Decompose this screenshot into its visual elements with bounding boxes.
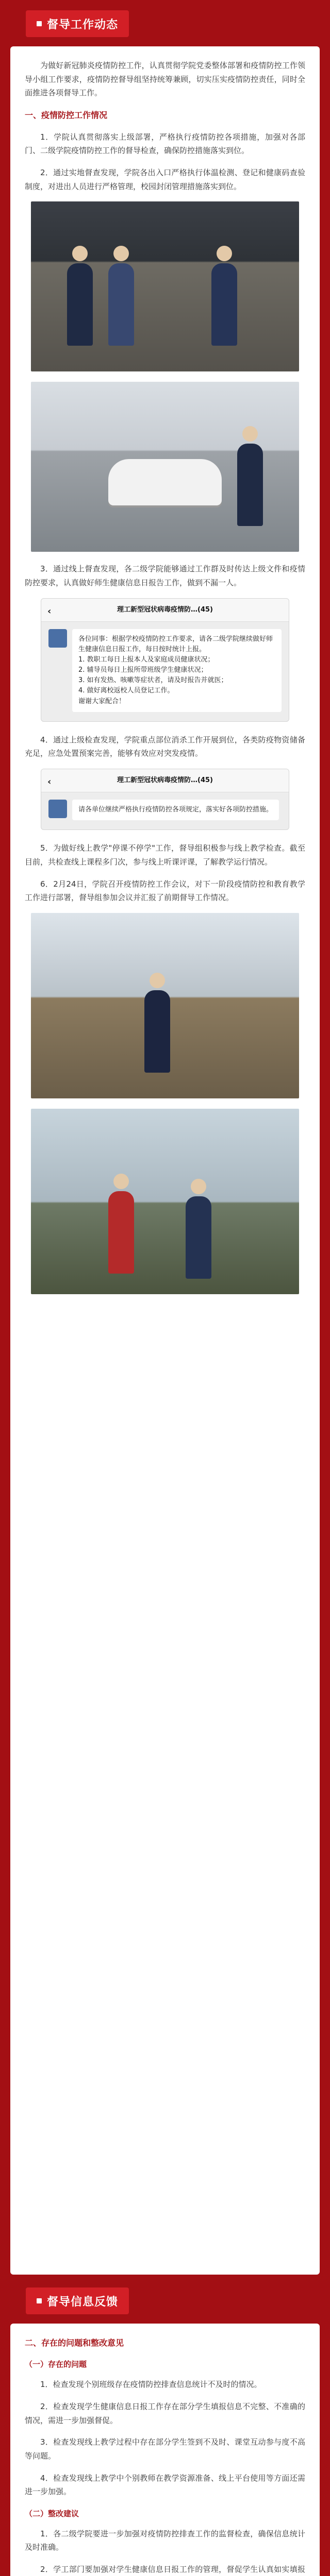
photo-person	[67, 263, 93, 346]
chat-title: 理工新型冠状病毒疫情防…(45)	[117, 605, 213, 614]
section-banner-feedback: 督导信息反馈	[26, 2287, 129, 2314]
suggestion-item: 1．各二级学院要进一步加强对疫情防控排查工作的监督检查，确保信息统计及时准确。	[25, 2529, 305, 2552]
problem-item: 1．检查发现个别班级存在疫情防控排查信息统计不及时的情况。	[40, 2380, 262, 2389]
photo-person	[211, 263, 237, 346]
paragraph-5: 5．为做好线上教学"停课不停学"工作，督导组积极参与线上教学检查。截至目前，共检查线上课程多门次，参与线上听课评课，了解教学运行情况。	[25, 843, 305, 867]
avatar	[48, 800, 67, 818]
problem-item: 2．检查发现学生健康信息日报工作存在部分学生填报信息不完整、不准确的情况，需进一步加强督促。	[25, 2401, 305, 2425]
subheading-problems: （一）存在的问题	[25, 2360, 87, 2369]
chat-header	[41, 599, 289, 622]
photo-outdoor-inspection	[31, 1109, 299, 1294]
paragraph-2: 2．通过实地督查发现，学院各出入口严格执行体温检测、登记和健康码查验制度，对进出人员进行严格管理，校园封闭管理措施落实到位。	[25, 167, 305, 191]
paragraph-1: 1．学院认真贯彻落实上级部署，严格执行疫情防控各项措施，加强对各部门、二级学院疫情防控工作的督导检查，确保防控措施落实到位。	[25, 132, 305, 156]
feedback-card	[10, 2324, 320, 2576]
chat-header	[41, 769, 289, 792]
avatar	[48, 629, 67, 648]
chat-title: 理工新型冠状病毒疫情防…(45)	[117, 776, 213, 784]
heading-epidemic-prevention: 一、疫情防控工作情况	[25, 110, 108, 121]
problem-item: 3．检查发现线上教学过程中存在部分学生签到不及时、课堂互动参与度不高等问题。	[25, 2437, 305, 2461]
photo-person	[108, 263, 134, 346]
back-icon: ‹	[47, 776, 52, 788]
work-dynamics-card	[10, 46, 320, 2275]
heading-problems-and-suggestions: 二、存在的问题和整改意见	[25, 2338, 124, 2348]
photo-hallway-check	[31, 913, 299, 1098]
photo-gate-inspection	[31, 382, 299, 552]
photo-person	[108, 1191, 134, 1274]
photo-person	[237, 444, 263, 526]
photo-person	[186, 1196, 211, 1279]
chat-screenshot-2	[41, 769, 289, 830]
paragraph-4: 4．通过上级检查发现，学院重点部位消杀工作开展到位，各类防疫物资储备充足，应急处置预案完善，能够有效应对突发疫情。	[25, 735, 305, 758]
chat-message-row	[41, 792, 289, 829]
intro-paragraph: 为做好新冠肺炎疫情防控工作，认真贯彻学院党委整体部署和疫情防控工作领导小组工作要求，疫情防控督导组坚持统筹兼顾，切实压实疫情防控责任，同时全面推进各项督导工作。	[25, 61, 305, 98]
back-icon: ‹	[47, 605, 52, 617]
chat-message: 各位同事：根据学校疫情防控工作要求，请各二级学院继续做好师生健康信息日报工作，每日按时统计上报。 1. 教职工每日上报本人及家庭成员健康状况； 2. 辅导员每日上报所带班级学生健康状况； 3. 如有发热、咳嗽等症状者，请及时报告并就医； 4. 做好离校返校人员登记工作。 谢谢大家配合！	[72, 629, 282, 712]
chat-screenshot-1	[41, 598, 289, 722]
suggestion-item: 2．学工部门要加强对学生健康信息日报工作的管理，督促学生认真如实填报	[40, 2565, 305, 2574]
photo-person	[144, 990, 170, 1073]
paragraph-3: 3．通过线上督查发现，各二级学院能够通过工作群及时传达上级文件和疫情防控要求，认真做好师生健康信息日报告工作，做到不漏一人。	[25, 564, 305, 587]
section-banner-work-dynamics: 督导工作动态	[26, 10, 129, 37]
photo-car	[108, 459, 222, 505]
subheading-suggestions: （二）整改建议	[25, 2509, 79, 2518]
chat-message: 请各单位继续严格执行疫情防控各项规定，落实好各项防控措施。	[72, 800, 279, 820]
problem-item: 4．检查发现线上教学中个别教师在教学资源准备、线上平台使用等方面还需进一步加强。	[25, 2473, 305, 2497]
chat-message-row	[41, 622, 289, 721]
paragraph-6: 6．2月24日，学院召开疫情防控工作会议，对下一阶段疫情防控和教育教学工作进行部署，督导组参加会议并汇报了前期督导工作情况。	[25, 879, 305, 903]
photo-checkpoint	[31, 201, 299, 371]
